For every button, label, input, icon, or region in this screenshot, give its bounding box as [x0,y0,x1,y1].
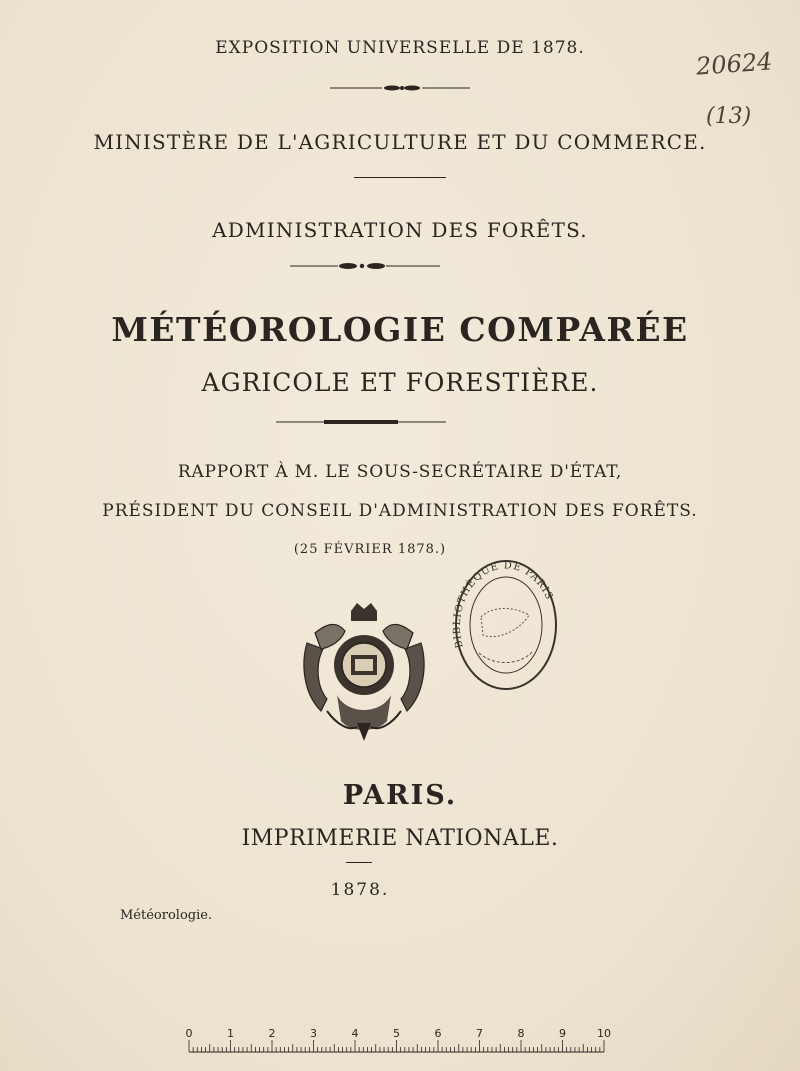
sub-title: AGRICOLE ET FORESTIÈRE. [201,368,599,397]
rapport-line-1: RAPPORT À M. LE SOUS-SECRÉTAIRE D'ÉTAT, [177,462,623,482]
rapport-date: (25 FÉVRIER 1878.) [293,542,447,557]
scale-ruler [186,1026,612,1056]
ministere-heading: MINISTÈRE DE L'AGRICULTURE ET DU COMMERCE. [93,130,707,154]
ruler-label: 3 [310,1027,317,1040]
ornament-rule-2 [290,260,440,272]
handwritten-shelfmark: 20624 [695,47,774,81]
divider-rule-1 [354,177,446,178]
handwritten-volume: (13) [706,104,752,129]
administration-heading: ADMINISTRATION DES FORÊTS. [212,218,588,242]
imprint-city: PARIS. [342,780,458,811]
rapport-line-2: PRÉSIDENT DU CONSEIL D'ADMINISTRATION DES FORÊTS. [102,501,698,521]
ruler-label: 2 [268,1027,276,1040]
ruler-label: 9 [559,1027,566,1040]
ornament-rule-3 [276,417,446,427]
ruler-label: 4 [351,1027,359,1040]
footer-signature: Météorologie. [120,908,213,923]
ruler-label: 1 [227,1027,234,1040]
ruler-label: 5 [393,1027,400,1040]
divider-rule-2 [346,862,372,863]
library-stamp [451,557,561,693]
ruler-label: 8 [517,1027,525,1040]
stamp-text: BIBLIOTHÈQUE DE PARIS [451,560,555,650]
exposition-heading: EXPOSITION UNIVERSELLE DE 1878. [215,38,585,58]
main-title: MÉTÉOROLOGIE COMPARÉE [111,310,689,349]
imprint-printer: IMPRIMERIE NATIONALE. [241,826,559,851]
imprint-year: 1878. [330,880,390,900]
ruler-label: 0 [186,1027,193,1040]
national-seal-emblem [297,603,431,743]
ruler-label: 7 [476,1027,483,1040]
ruler-label: 10 [597,1027,611,1040]
ornament-rule-1 [330,82,470,94]
ruler-label: 6 [434,1027,442,1040]
